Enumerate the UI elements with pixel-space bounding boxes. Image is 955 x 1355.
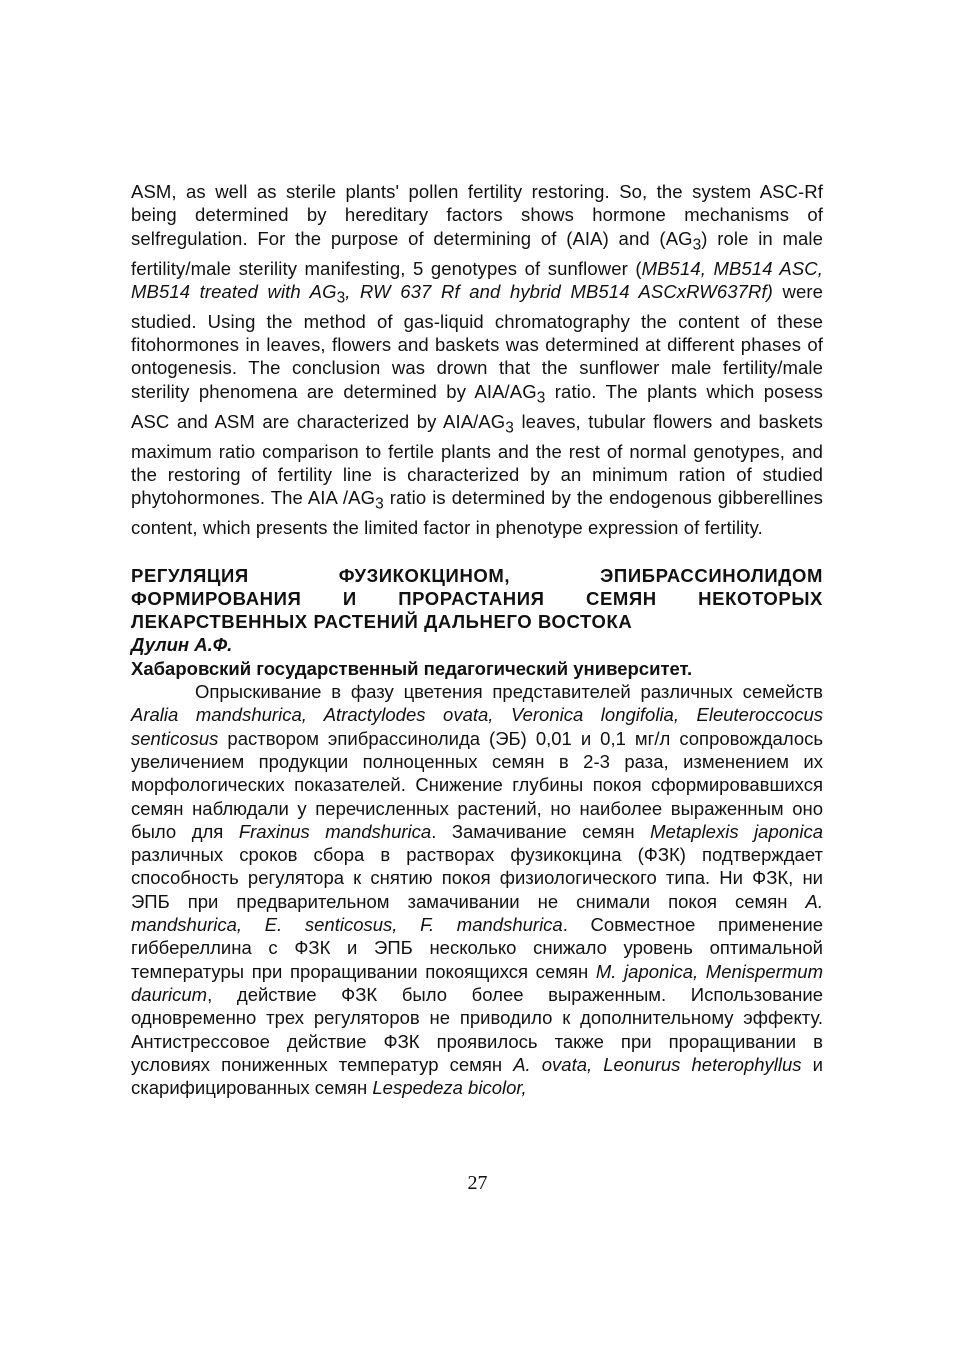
author-affiliation: Хабаровский государственный педагогический университет. [131, 657, 693, 679]
english-abstract: ASM, as well as sterile plants' pollen fertility restoring. So, the system ASC-Rf being determined by hereditary factors shows hormone mechanisms of selfregulation. For the purpose of determining of (AIA) and $(AG_3)$ role in male fertility/male sterility manifesting, 5 genotypes of sunflower (MB514, MB514 ASC, MB514 treated with $AG_3$, RW 637 Rf and hybrid MB514 ASCxRW637Rf) were studied. Using the method of gas-liquid chromatography the content of these fitohormones in leaves, flowers and baskets was determined at different phases of ontogenesis. The conclusion was drown that the sunflower male fertility/male sterility phenomena are determined by AIA/$AG_3$ ratio. The plants which posess ASC and ASM are characterized by AIA/$AG_3$ leaves, tubular flowers and baskets maximum ratio comparison to fertile plants and the rest of normal genotypes, and the restoring of fertility line is characterized by an minimum ration of studied phytohormones. The AIA $/AG_3$ ratio is determined by the endogenous gibberellines content, which presents the limited factor in phenotype expression of fertility. [131, 181, 824, 539]
page-number: 27 [467, 1172, 488, 1194]
russian-abstract: Опрыскивание в фазу цветения представителей различных семейств Aralia mandshurica, Atractylodes ovata, Veronica longifolia, Eleuteroccocus senticosus раствором эпибрассинолида (ЭБ) 0,01 и 0,1 мг/л сопровождалось увеличением продукции полноценных семян в 2-3 раза, изменением их морфологических показателей. Снижение глубины покоя сформировавшихся семян наблюдали у перечисленных растений, но наиболее выраженным оно было для Fraxinus mandshurica. Замачивание семян Metaplexis japonica различных сроков сбора в растворах фузикокцина (ФЗК) подтверждает способность регулятора к снятию покоя физиологического типа. Ни ФЗК, ни ЭПБ при предварительном замачивании не снимали покоя семян A. mandshurica, E. senticosus, F. mandshurica. Совместное применение гиббереллина с ФЗК и ЭПБ несколько снижало уровень оптимальной температуры при проращивании покоящихся семян M. japonica, Menispermum dauricum, действие ФЗК было более выраженным. Использование одновременно трех регуляторов не приводило к дополнительному эффекту. Антистрессовое действие ФЗК проявилось также при проращивании в условиях пониженных температур семян A. ovata, Leonurus heterophyllus и скарифицированных семян Lespedeza bicolor, [131, 681, 823, 1099]
page-content [131, 180, 823, 1099]
article-title: РЕГУЛЯЦИЯ ФУЗИКОКЦИНОМ, ЭПИБРАССИНОЛИДОМ ФОРМИРОВАНИЯ И ПРОРАСТАНИЯ СЕМЯН НЕКОТОРЫХ ЛЕКАРСТВЕННЫХ РАСТЕНИЙ ДАЛЬНЕГО ВОСТОКА [131, 564, 823, 633]
author-name: Дулин А.Ф. [131, 634, 233, 656]
